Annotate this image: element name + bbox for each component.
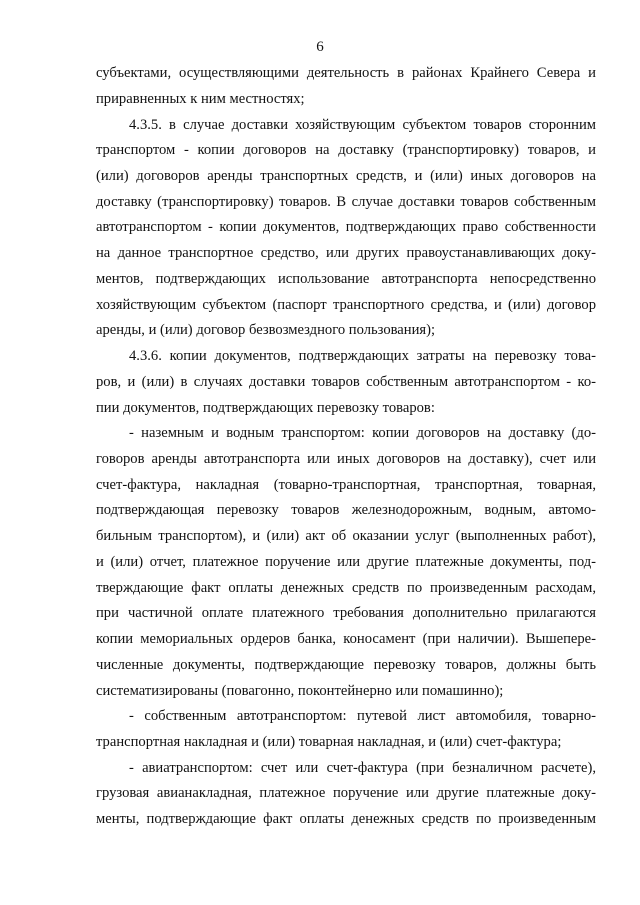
text-line: при частичной оплате платежного требования дополнительно прилагаются [96, 605, 596, 622]
text-line: приравненных к ним местностях; [96, 90, 305, 107]
text-line: ров, и (или) в случаях доставки товаров собственным автотранспортом - ко- [96, 373, 596, 390]
text-line: на данное транспортное средство, или других правоустанавливающих доку- [96, 245, 596, 262]
text-line: хозяйствующим субъектом (паспорт транспортного средства, и (или) договор [96, 296, 596, 313]
text-line: подтверждающая перевозку товаров железнодорожным, водным, автомо- [96, 502, 596, 519]
text-line: автотранспортом - копии документов, подтверждающих право собственности [96, 219, 596, 236]
text-line: численные документы, подтверждающие перевозку товаров, должны быть [96, 656, 596, 673]
text-line: счет-фактура, накладная (товарно-транспортная, транспортная, товарная, [96, 476, 596, 493]
text-line: - наземным и водным транспортом: копии договоров на доставку (до- [129, 425, 596, 442]
text-line: 4.3.6. копии документов, подтверждающих затраты на перевозку това- [129, 348, 596, 364]
text-line: бильным транспортом), и (или) акт об оказании услуг (выполненных работ), [96, 528, 596, 545]
text-line: транспортная накладная и (или) товарная накладная, и (или) счет-фактура; [96, 734, 562, 750]
text-line: - собственным автотранспортом: путевой лист автомобиля, товарно- [129, 708, 596, 725]
text-line: менты, подтверждающие факт оплаты денежных средств по произведенным [96, 811, 596, 828]
text-line: аренды, и (или) договор безвозмездного пользования); [96, 322, 436, 339]
text-line: тверждающие факт оплаты денежных средств по произведенным расходам, [96, 579, 596, 596]
text-line: пии документов, подтверждающих перевозку товаров: [96, 399, 435, 416]
text-line: копии мемориальных ордеров банка, коносамент (при наличии). Вышепере- [96, 631, 596, 648]
page-number: 6 [316, 39, 324, 55]
text-line: говоров аренды автотранспорта или иных договоров на доставку), счет или [96, 450, 596, 467]
text-line: ментов, подтверждающих использование автотранспорта непосредственно [96, 270, 596, 287]
text-line: - авиатранспортом: счет или счет-фактура (при безналичном расчете), [129, 759, 596, 776]
text-line: доставку (транспортировку) товаров. В случае доставки товаров собственным [96, 193, 596, 210]
text-line: (или) договоров аренды транспортных средств, и (или) иных договоров на [96, 167, 596, 184]
text-line: транспортом - копии договоров на доставку (транспортировку) товаров, и [96, 142, 596, 159]
text-line: систематизированы (повагонно, поконтейнерно или помашинно); [96, 682, 504, 699]
text-line: 4.3.5. в случае доставки хозяйствующим субъектом товаров сторонним [129, 116, 596, 133]
text-line: и (или) отчет, платежное поручение или другие платежные документы, под- [96, 553, 596, 570]
text-line: субъектами, осуществляющими деятельность в районах Крайнего Севера и [96, 65, 596, 81]
text-line: грузовая авианакладная, платежное поручение или другие платежные доку- [96, 785, 596, 802]
